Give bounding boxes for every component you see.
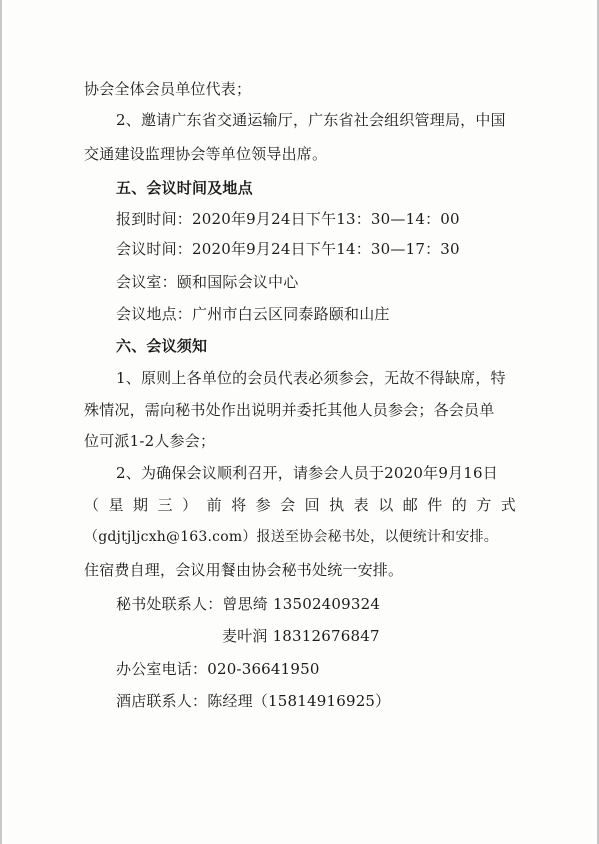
char: 前 xyxy=(206,496,222,514)
hotel-contact: 酒店联系人：陈经理（15814916925） xyxy=(116,692,391,710)
char: ） xyxy=(182,496,198,514)
section-heading-5: 五、会议时间及地点 xyxy=(116,179,253,197)
section-heading-6: 六、会议须知 xyxy=(116,337,208,355)
text-line-3: 交通建设监理协会等单位领导出席。 xyxy=(84,145,328,163)
char: 参 xyxy=(255,496,271,514)
meeting-time: 会议时间：2020年9月24日下午14：30—17：30 xyxy=(116,240,460,258)
char: 以 xyxy=(378,496,394,514)
text-line-2: 2、邀请广东省交通运输厅，广东省社会组织管理局，中国 xyxy=(116,111,506,129)
text-line-15: （gdjtjljcxh@163.com）报送至协会秘书处，以便统计和安排。 xyxy=(84,529,498,545)
char: 执 xyxy=(329,496,345,514)
secretariat-contact: 秘书处联系人：曾思绮 13502409324 xyxy=(116,595,381,613)
text-line-12: 位可派1-2人参会； xyxy=(84,432,216,450)
checkin-time: 报到时间：2020年9月24日下午13：30—14：00 xyxy=(116,210,460,228)
secretariat-contact-2: 麦叶润 18312676847 xyxy=(222,627,380,645)
meeting-location: 会议地点：广州市白云区同泰路颐和山庄 xyxy=(116,305,390,323)
text-line-10: 1、原则上各单位的会员代表必须参会，无故不得缺席，特 xyxy=(116,369,506,387)
char: 星 xyxy=(108,496,124,514)
char: 会 xyxy=(280,496,296,514)
text-line-1: 协会全体会员单位代表； xyxy=(84,80,252,98)
office-phone: 办公室电话：020-36641950 xyxy=(116,660,320,678)
text-line-13: 2、为确保会议顺利召开，请参会人员于2020年9月16日 xyxy=(116,464,498,482)
scan-left-edge xyxy=(0,0,2,844)
char: 三 xyxy=(157,496,173,514)
char: 回 xyxy=(304,496,320,514)
char: 方 xyxy=(476,496,492,514)
char: 件 xyxy=(427,496,443,514)
char: 邮 xyxy=(402,496,418,514)
text-line-11: 殊情况，需向秘书处作出说明并委托其他人员参会；各会员单 xyxy=(84,401,495,419)
char: 的 xyxy=(451,496,467,514)
char: 期 xyxy=(133,496,149,514)
char: 式 xyxy=(500,496,516,514)
char: 将 xyxy=(231,496,247,514)
text-line-14 xyxy=(84,496,516,514)
char: 表 xyxy=(353,496,369,514)
meeting-room: 会议室：颐和国际会议中心 xyxy=(116,273,299,291)
char: （ xyxy=(84,496,100,514)
text-line-16: 住宿费自理，会议用餐由协会秘书处统一安排。 xyxy=(84,561,404,579)
